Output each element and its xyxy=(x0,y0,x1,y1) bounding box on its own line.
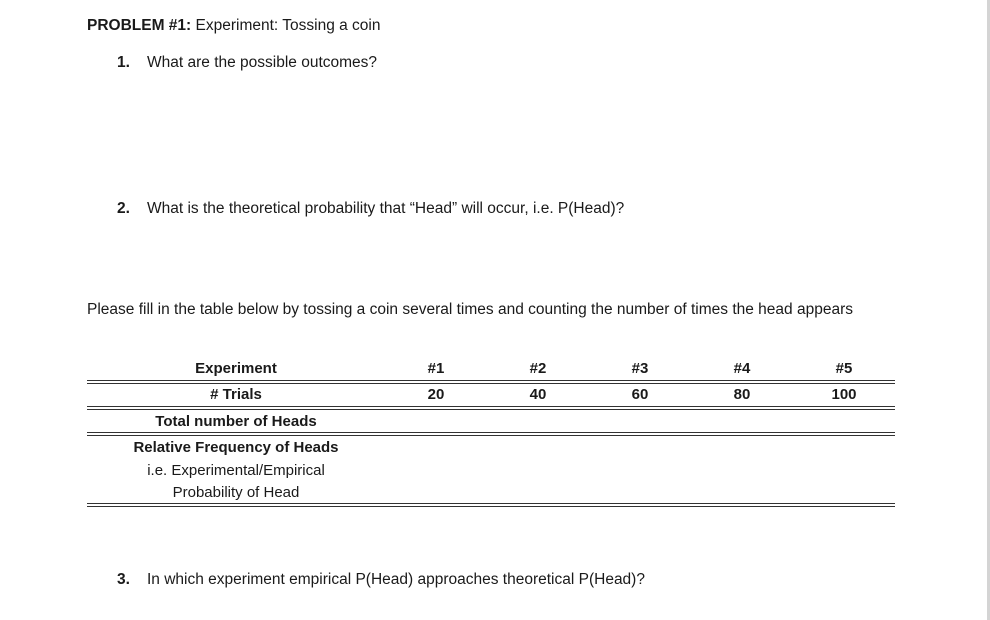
coin-toss-table xyxy=(87,358,895,501)
table-row-relative-frequency xyxy=(87,438,895,504)
column-header-1: #1 xyxy=(427,360,445,377)
question-number: 3. xyxy=(117,571,130,588)
problem-label: PROBLEM #1: xyxy=(87,17,192,34)
table-rule xyxy=(87,406,895,410)
question-1 xyxy=(117,54,377,72)
table-rule xyxy=(87,380,895,384)
relfreq-sub-label-1: i.e. Experimental/Empirical xyxy=(147,462,325,479)
trials-cell-2: 40 xyxy=(529,386,547,403)
problem-heading xyxy=(87,17,380,35)
column-header-5: #5 xyxy=(835,360,853,377)
instructions-paragraph: Please fill in the table below by tossing a coin several times and counting the number of times the head appears xyxy=(87,301,853,318)
heads-label: Total number of Heads xyxy=(155,413,317,430)
question-text: What are the possible outcomes? xyxy=(147,54,378,71)
table-rule xyxy=(87,432,895,436)
column-header-3: #3 xyxy=(631,360,649,377)
question-3 xyxy=(117,571,645,589)
question-number: 1. xyxy=(117,54,130,71)
column-header-2: #2 xyxy=(529,360,547,377)
problem-title: Experiment: Tossing a coin xyxy=(195,17,381,34)
table-row-trials xyxy=(87,385,895,407)
question-2 xyxy=(117,200,624,218)
table-rule xyxy=(87,503,895,507)
column-header-4: #4 xyxy=(733,360,751,377)
trials-cell-1: 20 xyxy=(427,386,445,403)
trials-cell-3: 60 xyxy=(631,386,649,403)
trials-cell-5: 100 xyxy=(831,386,857,403)
question-text: In which experiment empirical P(Head) approaches theoretical P(Head)? xyxy=(147,571,645,588)
table-header-row xyxy=(87,358,895,380)
trials-label: # Trials xyxy=(210,386,262,403)
experiment-header: Experiment xyxy=(195,360,277,377)
question-number: 2. xyxy=(117,200,130,217)
relfreq-sub-label-2: Probability of Head xyxy=(172,484,300,501)
table-row-heads xyxy=(87,412,895,434)
trials-cell-4: 80 xyxy=(733,386,751,403)
relfreq-label: Relative Frequency of Heads xyxy=(133,439,339,456)
question-text: What is the theoretical probability that “Head” will occur, i.e. P(Head)? xyxy=(147,200,625,217)
